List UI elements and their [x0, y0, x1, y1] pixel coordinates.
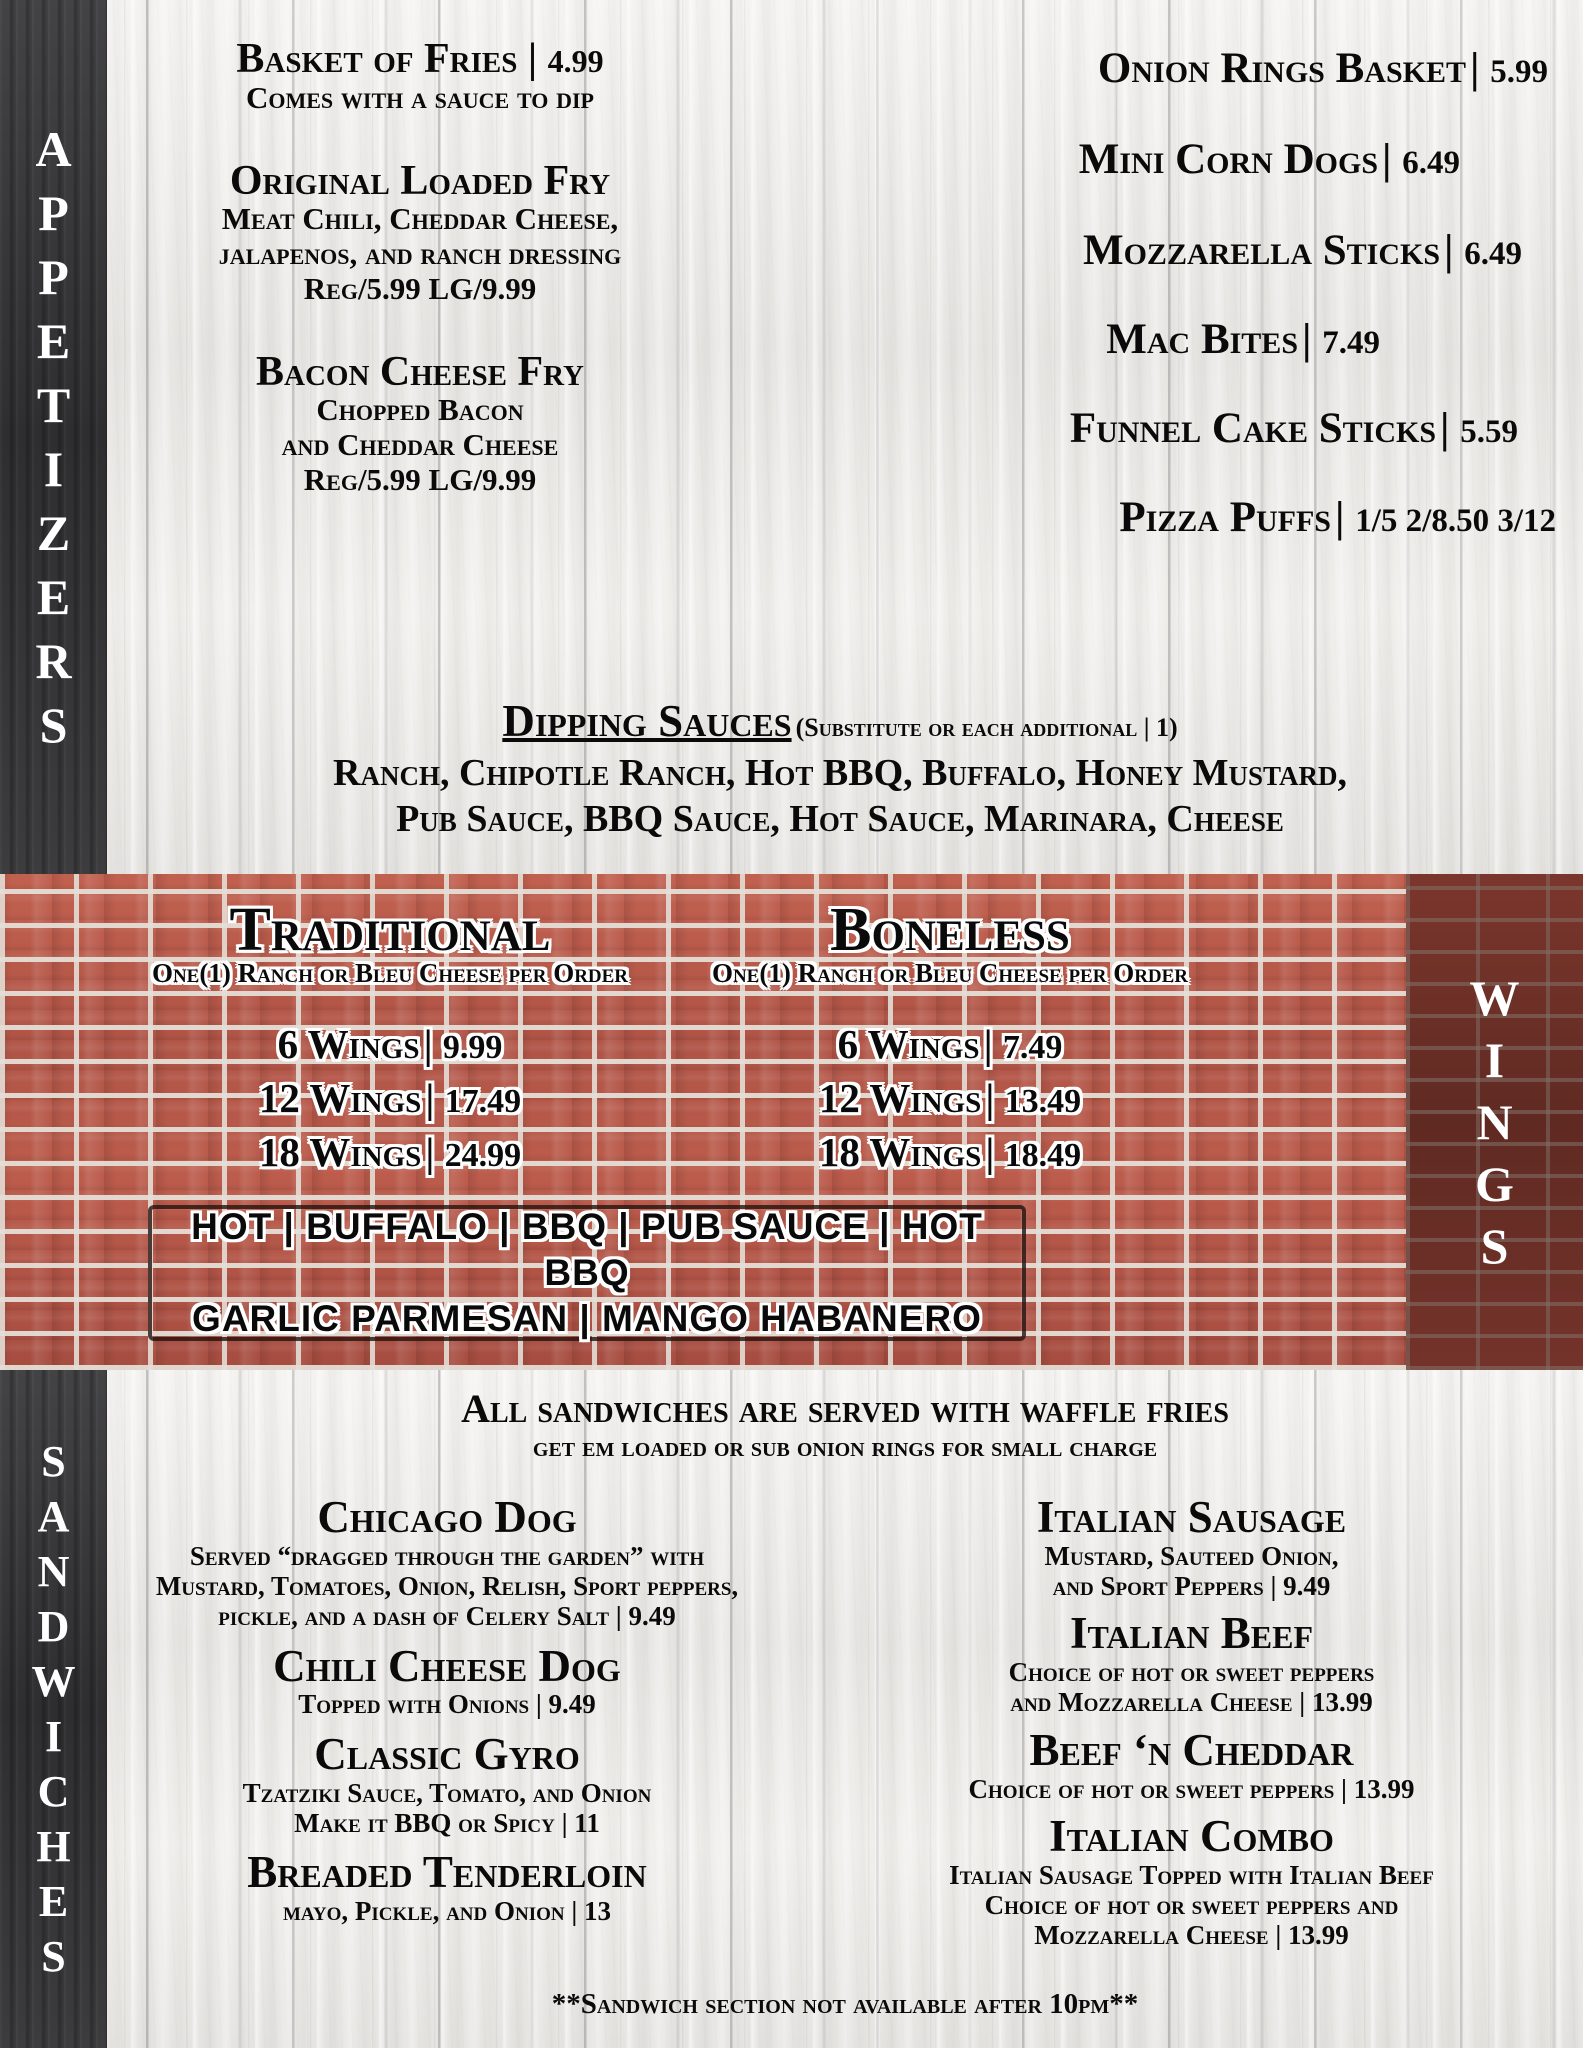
- sidebar-tab-appetizers: [0, 0, 107, 874]
- menu-item-onion-rings-basket: [740, 44, 1570, 93]
- item-description-line: Comes with a sauce to dip: [245, 79, 594, 115]
- menu-item-chicago-dog: [107, 1492, 787, 1632]
- item-name: Italian Beef: [1069, 1608, 1314, 1659]
- item-price: 5.59: [1460, 414, 1518, 450]
- sidebar-tab-wings: [1406, 874, 1583, 1370]
- menu-item-pizza-puffs: [740, 493, 1570, 542]
- item-description-line: and Cheddar Cheese: [281, 427, 559, 463]
- wings-price: 17.49: [444, 1083, 522, 1120]
- wings-traditional-title: Traditional: [229, 896, 551, 964]
- wings-separator: |: [985, 1129, 1005, 1175]
- wings-boneless-title: Boneless: [830, 896, 1070, 964]
- item-name: Original Loaded Fry: [229, 157, 611, 204]
- item-price-line: and Sport Peppers | 9.49: [1052, 1571, 1331, 1602]
- item-name: Mozzarella Sticks: [1083, 227, 1441, 274]
- item-name: Mac Bites: [1106, 316, 1299, 363]
- item-description-line: Choice of hot or sweet peppers: [1008, 1657, 1375, 1688]
- wings-boneless-block: [620, 898, 1280, 989]
- wings-separator: |: [985, 1075, 1005, 1121]
- wings-separator: |: [423, 1021, 443, 1067]
- menu-item-beef-n-cheddar: [800, 1724, 1583, 1804]
- sandwiches-footer-text: **Sandwich section not available after 10pm**: [551, 1988, 1139, 2020]
- wings-boneless-note: One(1) Ranch or Bleu Cheese per Order: [711, 958, 1189, 989]
- sidebar-tab-appetizers-label: A P P E T I Z E R S: [35, 121, 72, 753]
- wings-separator: |: [983, 1021, 1003, 1067]
- item-separator: |: [1470, 45, 1491, 92]
- wings-price-row: [620, 1074, 1280, 1122]
- item-name: Onion Rings Basket: [1097, 45, 1467, 92]
- item-price-line: Mozzarella Cheese | 13.99: [1034, 1920, 1349, 1951]
- sandwiches-header-line-1: All sandwiches are served with waffle fries: [461, 1386, 1229, 1431]
- item-name: Funnel Cake Sticks: [1069, 405, 1437, 452]
- item-name: Basket of Fries: [236, 36, 518, 82]
- dipping-sauces-block: [110, 695, 1570, 842]
- menu-item-basket-of-fries: [110, 38, 730, 116]
- item-separator: |: [1382, 136, 1403, 183]
- item-price-line: pickle, and a dash of Celery Salt | 9.49: [218, 1601, 676, 1632]
- dipping-sauces-line-1: Ranch, Chipotle Ranch, Hot BBQ, Buffalo, Honey Mustard,: [333, 752, 1347, 794]
- wings-price: 24.99: [444, 1137, 522, 1174]
- wings-qty: 12 Wings: [258, 1075, 422, 1121]
- item-price-line: Reg/5.99 LG/9.99: [303, 270, 537, 306]
- item-price-line: Topped with Onions | 9.49: [298, 1689, 596, 1720]
- menu-item-funnel-cake-sticks: [740, 404, 1570, 453]
- wings-qty: 18 Wings: [818, 1129, 982, 1175]
- item-price-line: Reg/5.99 LG/9.99: [303, 461, 537, 497]
- menu-item-original-loaded-fry: [110, 157, 730, 307]
- wing-flavors-box: [148, 1205, 1026, 1341]
- wings-qty: 12 Wings: [818, 1075, 982, 1121]
- item-description-line: Mustard, Tomatoes, Onion, Relish, Sport peppers,: [155, 1571, 739, 1602]
- menu-item-bacon-cheese-fry: [110, 348, 730, 498]
- sandwiches-header: [107, 1386, 1583, 1464]
- sandwiches-header-line-2: get em loaded or sub onion rings for small charge: [532, 1432, 1158, 1463]
- menu-item-mozzarella-sticks: [740, 226, 1570, 275]
- wings-traditional-note: One(1) Ranch or Bleu Cheese per Order: [151, 958, 629, 989]
- item-price: 1/5 2/8.50 3/12: [1355, 503, 1556, 539]
- item-description-line: Choice of hot or sweet peppers and: [984, 1889, 1399, 1920]
- dipping-sauces-note: (Substitute or each additional | 1): [795, 713, 1178, 742]
- item-name: Italian Combo: [1049, 1810, 1334, 1861]
- sidebar-tab-sandwiches-label: S A N D W I C H E S: [31, 1437, 76, 1981]
- wings-price: 13.49: [1004, 1083, 1082, 1120]
- menu-item-mac-bites: [740, 315, 1570, 364]
- item-price: 4.99: [547, 43, 604, 79]
- menu-item-chili-cheese-dog: [107, 1640, 787, 1720]
- item-price-line: Make it BBQ or Spicy | 11: [294, 1807, 600, 1838]
- item-price-line: Choice of hot or sweet peppers | 13.99: [968, 1773, 1415, 1804]
- item-description-line: Mustard, Sauteed Onion,: [1044, 1540, 1339, 1571]
- item-price-line: mayo, Pickle, and Onion | 13: [282, 1895, 612, 1926]
- item-description-line: Meat Chili, Cheddar Cheese,: [221, 201, 619, 237]
- wings-separator: |: [425, 1129, 445, 1175]
- menu-item-italian-sausage: [800, 1492, 1583, 1602]
- sandwiches-right-column: [800, 1492, 1583, 1951]
- wing-flavors-line-1: HOT | BUFFALO | BBQ | PUB SAUCE | HOT BBQ: [191, 1205, 983, 1293]
- sandwiches-left-column: [107, 1492, 787, 1926]
- menu-item-italian-beef: [800, 1608, 1583, 1718]
- item-separator: |: [1440, 405, 1461, 452]
- item-name: Italian Sausage: [1036, 1492, 1347, 1542]
- menu-item-breaded-tenderloin: [107, 1847, 787, 1926]
- wings-boneless-prices: [620, 1020, 1280, 1176]
- item-price-line: and Mozzarella Cheese | 13.99: [1010, 1687, 1373, 1718]
- item-name: Chicago Dog: [317, 1492, 577, 1542]
- item-name: Bacon Cheese Fry: [256, 348, 584, 395]
- appetizers-right-column: [740, 44, 1570, 542]
- item-description-line: Served “dragged through the garden” with: [189, 1540, 705, 1571]
- wings-price: 18.49: [1004, 1137, 1082, 1174]
- item-description-line: Tzatziki Sauce, Tomato, and Onion: [242, 1777, 652, 1808]
- dipping-sauces-line-2: Pub Sauce, BBQ Sauce, Hot Sauce, Marinara, Cheese: [396, 797, 1284, 840]
- item-separator: |: [1335, 494, 1356, 541]
- wings-qty: 18 Wings: [258, 1129, 422, 1175]
- item-price: 5.99: [1490, 54, 1548, 90]
- wings-qty: 6 Wings: [277, 1021, 420, 1067]
- item-separator: |: [527, 36, 548, 82]
- menu-item-italian-combo: [800, 1810, 1583, 1951]
- item-separator: |: [1302, 316, 1323, 363]
- menu-item-classic-gyro: [107, 1728, 787, 1838]
- item-price: 6.49: [1464, 236, 1522, 272]
- item-description-line: Italian Sausage Topped with Italian Beef: [949, 1859, 1434, 1890]
- appetizers-left-column: [110, 38, 730, 498]
- wings-separator: |: [425, 1075, 445, 1121]
- item-name: Pizza Puffs: [1119, 494, 1331, 541]
- wings-price-row: [620, 1020, 1280, 1068]
- item-name: Classic Gyro: [314, 1728, 580, 1779]
- item-description-line: Chopped Bacon: [316, 392, 524, 428]
- wings-price: 7.49: [1002, 1029, 1063, 1066]
- item-name: Breaded Tenderloin: [247, 1847, 647, 1898]
- sidebar-tab-wings-label: W I N G S: [1469, 970, 1520, 1274]
- item-separator: |: [1444, 227, 1465, 274]
- item-name: Chili Cheese Dog: [273, 1640, 621, 1691]
- menu-item-mini-corn-dogs: [740, 135, 1570, 184]
- wing-flavors-line-2: GARLIC PARMESAN | MANGO HABANERO: [192, 1298, 982, 1340]
- wings-price: 9.99: [442, 1029, 503, 1066]
- sidebar-tab-sandwiches: [0, 1370, 107, 2048]
- item-price: 6.49: [1402, 145, 1460, 181]
- item-name: Mini Corn Dogs: [1078, 136, 1379, 183]
- wings-price-row: [620, 1128, 1280, 1176]
- item-description-line: jalapenos, and ranch dressing: [218, 236, 622, 272]
- dipping-sauces-heading: Dipping Sauces: [502, 696, 792, 746]
- item-name: Beef ‘n Cheddar: [1029, 1724, 1354, 1775]
- sandwiches-footer-note: [107, 1988, 1583, 2021]
- item-price: 7.49: [1322, 325, 1380, 361]
- wings-qty: 6 Wings: [837, 1021, 980, 1067]
